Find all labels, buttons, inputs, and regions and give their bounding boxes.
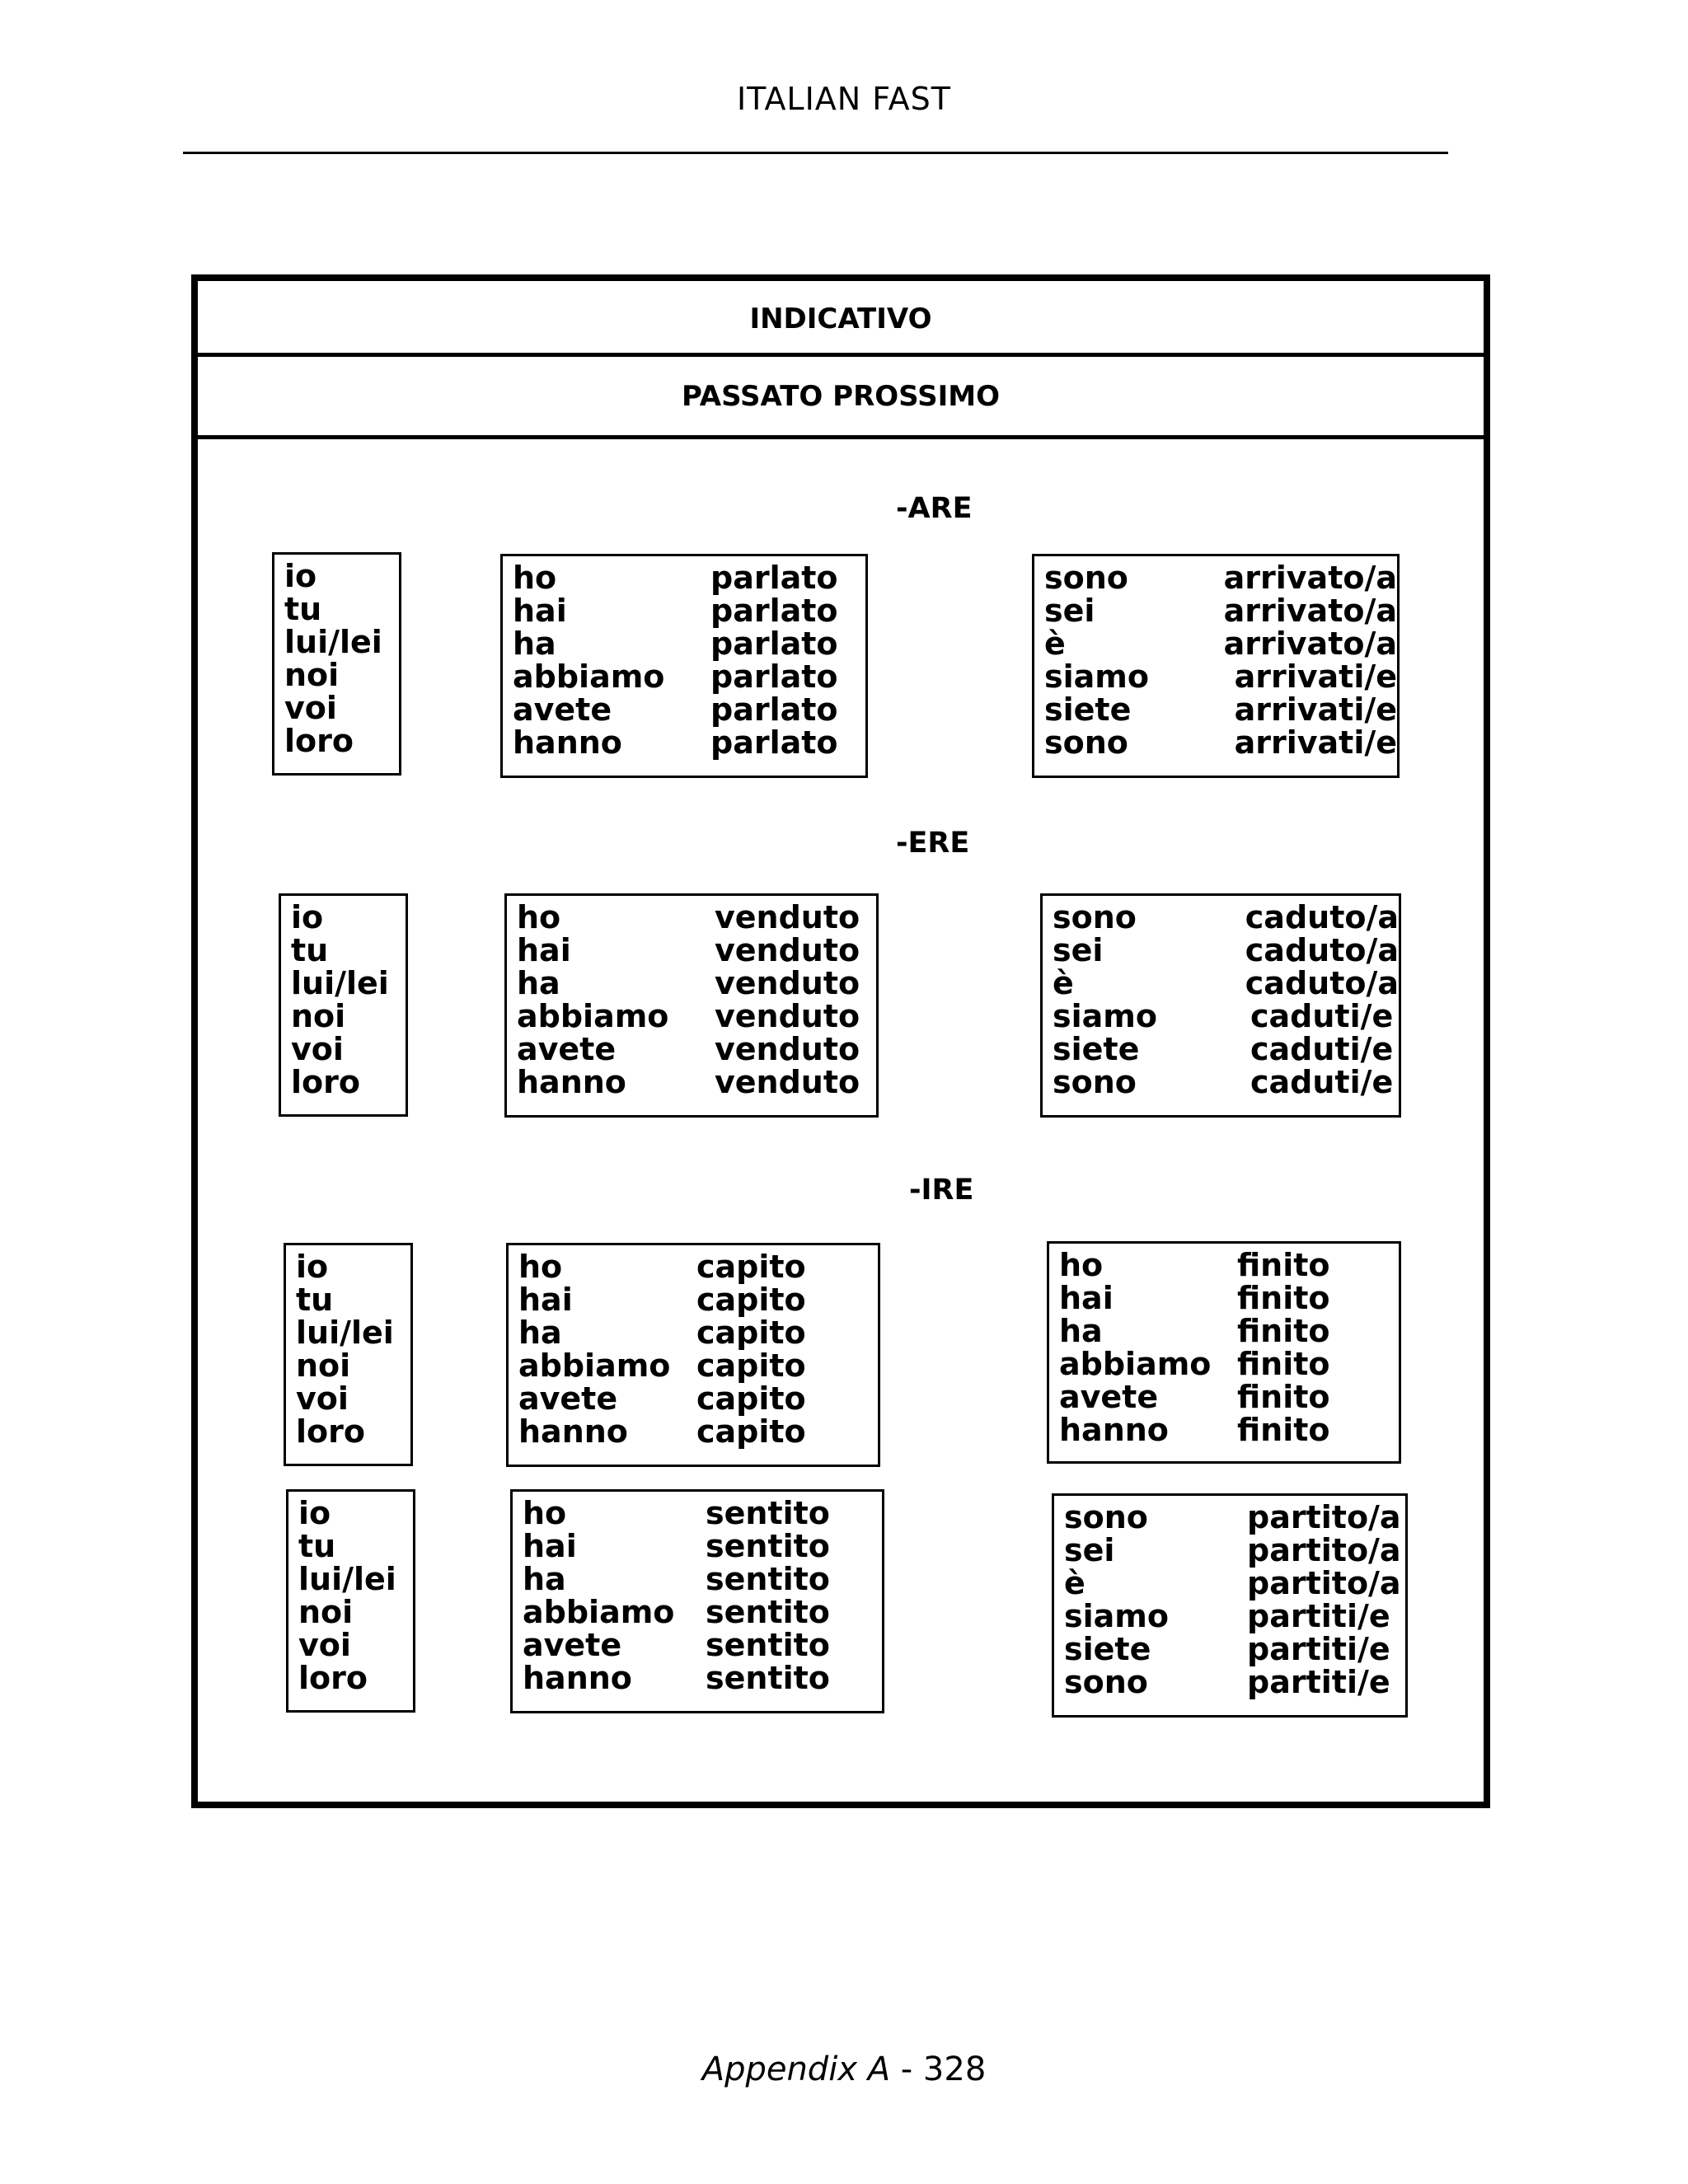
past-participle: sentito bbox=[706, 1561, 830, 1597]
pronoun: lui/lei bbox=[298, 1561, 396, 1597]
auxiliary-verb: ho bbox=[513, 560, 557, 596]
pronoun: lui/lei bbox=[284, 624, 382, 660]
auxiliary-verb: ha bbox=[1059, 1313, 1103, 1349]
conjugation-row bbox=[1053, 1000, 1399, 1033]
auxiliary-verb: abbiamo bbox=[1059, 1346, 1212, 1382]
avere-conjugation-box bbox=[510, 1489, 884, 1713]
past-participle: caduti/e bbox=[1250, 1064, 1394, 1100]
past-participle: finito bbox=[1237, 1346, 1330, 1382]
past-participle: arrivato/a bbox=[1223, 560, 1397, 596]
pronoun: tu bbox=[291, 932, 329, 968]
avere-conjugation-box bbox=[506, 1243, 880, 1467]
pronoun: io bbox=[298, 1495, 331, 1531]
past-participle: arrivato/a bbox=[1223, 593, 1397, 629]
auxiliary-verb: è bbox=[1044, 626, 1066, 662]
past-participle: venduto bbox=[715, 899, 860, 935]
table-subheading: PASSATO PROSSIMO bbox=[198, 357, 1484, 439]
pronoun: voi bbox=[296, 1380, 349, 1417]
conjugation-row bbox=[513, 594, 865, 627]
past-participle: sentito bbox=[706, 1495, 830, 1531]
conjugation-row bbox=[517, 967, 876, 1000]
conjugation-row bbox=[523, 1563, 882, 1596]
conjugation-row bbox=[1064, 1567, 1405, 1600]
header-rule bbox=[183, 152, 1448, 154]
auxiliary-verb: ho bbox=[1059, 1247, 1104, 1283]
auxiliary-verb: hanno bbox=[523, 1660, 632, 1696]
auxiliary-verb: hai bbox=[518, 1282, 573, 1318]
auxiliary-verb: abbiamo bbox=[513, 658, 665, 695]
auxiliary-conjugation-box bbox=[1047, 1241, 1401, 1464]
conjugation-row bbox=[1059, 1347, 1399, 1380]
conjugation-row bbox=[1059, 1413, 1399, 1446]
auxiliary-verb: hai bbox=[513, 593, 567, 629]
auxiliary-verb: sono bbox=[1044, 560, 1128, 596]
conjugation-row bbox=[523, 1596, 882, 1629]
conjugation-row bbox=[518, 1283, 878, 1316]
conjugation-row bbox=[523, 1497, 882, 1530]
auxiliary-verb: sei bbox=[1064, 1532, 1115, 1568]
conjugation-row bbox=[1053, 934, 1399, 967]
conjugation-row bbox=[1044, 726, 1397, 759]
auxiliary-verb: ho bbox=[523, 1495, 567, 1531]
pronoun: loro bbox=[296, 1413, 365, 1450]
footer-section: Appendix A bbox=[701, 2050, 891, 2088]
conjugation-row bbox=[518, 1349, 878, 1382]
pronoun-box bbox=[286, 1489, 415, 1713]
pronoun: voi bbox=[298, 1627, 351, 1663]
past-participle: parlato bbox=[710, 691, 838, 728]
past-participle: arrivati/e bbox=[1234, 691, 1397, 728]
auxiliary-verb: ha bbox=[523, 1561, 566, 1597]
auxiliary-verb: avete bbox=[513, 691, 612, 728]
past-participle: arrivato/a bbox=[1223, 626, 1397, 662]
avere-conjugation-box bbox=[504, 893, 879, 1118]
past-participle: arrivati/e bbox=[1234, 724, 1397, 761]
pronoun: loro bbox=[291, 1064, 360, 1100]
past-participle: capito bbox=[696, 1347, 806, 1384]
past-participle: caduto/a bbox=[1245, 965, 1399, 1001]
past-participle: caduto/a bbox=[1245, 899, 1399, 935]
past-participle: venduto bbox=[715, 1031, 860, 1067]
auxiliary-verb: hanno bbox=[518, 1413, 628, 1450]
auxiliary-verb: sei bbox=[1044, 593, 1095, 629]
auxiliary-verb: è bbox=[1064, 1565, 1085, 1601]
auxiliary-verb: siamo bbox=[1044, 658, 1149, 695]
pronoun: io bbox=[284, 558, 317, 594]
auxiliary-conjugation-box bbox=[1040, 893, 1401, 1118]
auxiliary-conjugation-box bbox=[1032, 554, 1400, 778]
conjugation-row bbox=[1053, 1033, 1399, 1066]
conjugation-row bbox=[523, 1661, 882, 1694]
past-participle: parlato bbox=[710, 626, 838, 662]
past-participle: finito bbox=[1237, 1412, 1330, 1448]
conjugation-row bbox=[513, 561, 865, 594]
past-participle: venduto bbox=[715, 932, 860, 968]
auxiliary-verb: abbiamo bbox=[517, 998, 669, 1034]
auxiliary-verb: avete bbox=[1059, 1379, 1159, 1415]
pronoun: loro bbox=[284, 723, 354, 759]
conjugation-row bbox=[1059, 1380, 1399, 1413]
past-participle: capito bbox=[696, 1380, 806, 1417]
pronoun: io bbox=[296, 1249, 329, 1285]
past-participle: capito bbox=[696, 1282, 806, 1318]
pronoun-box bbox=[284, 1243, 413, 1466]
auxiliary-verb: hai bbox=[523, 1528, 577, 1564]
conjugation-row bbox=[1064, 1501, 1405, 1534]
past-participle: venduto bbox=[715, 965, 860, 1001]
conjugation-row bbox=[1064, 1600, 1405, 1633]
past-participle: partiti/e bbox=[1247, 1598, 1390, 1634]
conjugation-row bbox=[523, 1629, 882, 1661]
past-participle: finito bbox=[1237, 1313, 1330, 1349]
conjugation-row bbox=[517, 901, 876, 934]
pronoun: tu bbox=[296, 1282, 334, 1318]
group-label: -ARE bbox=[896, 492, 973, 525]
auxiliary-verb: sono bbox=[1053, 899, 1137, 935]
pronoun: noi bbox=[291, 998, 346, 1034]
pronoun: loro bbox=[298, 1660, 368, 1696]
conjugation-row bbox=[1059, 1282, 1399, 1315]
auxiliary-verb: sono bbox=[1064, 1664, 1148, 1700]
conjugation-row bbox=[1044, 693, 1397, 726]
page-footer bbox=[0, 2050, 1688, 2088]
conjugation-row bbox=[513, 693, 865, 726]
past-participle: finito bbox=[1237, 1379, 1330, 1415]
pronoun-box bbox=[279, 893, 408, 1117]
past-participle: sentito bbox=[706, 1528, 830, 1564]
past-participle: capito bbox=[696, 1315, 806, 1351]
pronoun: lui/lei bbox=[291, 965, 389, 1001]
pronoun: voi bbox=[291, 1031, 344, 1067]
pronoun: tu bbox=[298, 1528, 336, 1564]
conjugation-row bbox=[1044, 561, 1397, 594]
auxiliary-verb: abbiamo bbox=[518, 1347, 671, 1384]
group-label: -IRE bbox=[909, 1174, 974, 1207]
auxiliary-verb: è bbox=[1053, 965, 1074, 1001]
conjugation-row bbox=[517, 934, 876, 967]
conjugation-row bbox=[518, 1316, 878, 1349]
past-participle: venduto bbox=[715, 1064, 860, 1100]
past-participle: sentito bbox=[706, 1627, 830, 1663]
conjugation-row bbox=[1053, 901, 1399, 934]
past-participle: venduto bbox=[715, 998, 860, 1034]
auxiliary-verb: hai bbox=[517, 932, 571, 968]
conjugation-row bbox=[523, 1530, 882, 1563]
past-participle: parlato bbox=[710, 560, 838, 596]
auxiliary-verb: ha bbox=[517, 965, 560, 1001]
avere-conjugation-box bbox=[500, 554, 868, 778]
auxiliary-verb: ho bbox=[518, 1249, 563, 1285]
past-participle: partiti/e bbox=[1247, 1631, 1390, 1667]
auxiliary-verb: ho bbox=[517, 899, 561, 935]
pronoun: io bbox=[291, 899, 324, 935]
auxiliary-verb: siete bbox=[1053, 1031, 1140, 1067]
past-participle: partito/a bbox=[1247, 1565, 1401, 1601]
auxiliary-verb: siamo bbox=[1064, 1598, 1169, 1634]
pronoun: tu bbox=[284, 591, 322, 627]
pronoun: noi bbox=[298, 1594, 354, 1630]
conjugation-row bbox=[517, 1033, 876, 1066]
conjugation-row bbox=[1059, 1315, 1399, 1347]
auxiliary-verb: hanno bbox=[513, 724, 622, 761]
past-participle: finito bbox=[1237, 1280, 1330, 1316]
past-participle: sentito bbox=[706, 1594, 830, 1630]
conjugation-row bbox=[1053, 967, 1399, 1000]
auxiliary-verb: siete bbox=[1064, 1631, 1151, 1667]
table-heading: INDICATIVO bbox=[198, 281, 1484, 357]
pronoun: noi bbox=[284, 657, 340, 693]
footer-page-number: - 328 bbox=[900, 2050, 987, 2088]
auxiliary-verb: ha bbox=[518, 1315, 562, 1351]
auxiliary-verb: avete bbox=[517, 1031, 617, 1067]
past-participle: partito/a bbox=[1247, 1499, 1401, 1535]
past-participle: partito/a bbox=[1247, 1532, 1401, 1568]
conjugation-row bbox=[518, 1382, 878, 1415]
past-participle: parlato bbox=[710, 593, 838, 629]
past-participle: parlato bbox=[710, 724, 838, 761]
conjugation-row bbox=[517, 1000, 876, 1033]
past-participle: parlato bbox=[710, 658, 838, 695]
auxiliary-conjugation-box bbox=[1052, 1493, 1408, 1718]
conjugation-row bbox=[1044, 660, 1397, 693]
pronoun: voi bbox=[284, 690, 337, 726]
conjugation-row bbox=[513, 627, 865, 660]
conjugation-row bbox=[518, 1415, 878, 1448]
auxiliary-verb: hai bbox=[1059, 1280, 1114, 1316]
past-participle: caduti/e bbox=[1250, 1031, 1394, 1067]
auxiliary-verb: avete bbox=[523, 1627, 622, 1663]
conjugation-row bbox=[513, 660, 865, 693]
past-participle: finito bbox=[1237, 1247, 1330, 1283]
auxiliary-verb: siamo bbox=[1053, 998, 1157, 1034]
auxiliary-verb: hanno bbox=[1059, 1412, 1169, 1448]
past-participle: caduto/a bbox=[1245, 932, 1399, 968]
past-participle: sentito bbox=[706, 1660, 830, 1696]
pronoun-box bbox=[272, 552, 401, 776]
auxiliary-verb: hanno bbox=[517, 1064, 626, 1100]
past-participle: caduti/e bbox=[1250, 998, 1394, 1034]
auxiliary-verb: sono bbox=[1053, 1064, 1137, 1100]
auxiliary-verb: sono bbox=[1064, 1499, 1148, 1535]
past-participle: partiti/e bbox=[1247, 1664, 1390, 1700]
pronoun: lui/lei bbox=[296, 1315, 394, 1351]
conjugation-row bbox=[518, 1250, 878, 1283]
auxiliary-verb: avete bbox=[518, 1380, 618, 1417]
conjugation-row bbox=[1053, 1066, 1399, 1099]
past-participle: capito bbox=[696, 1249, 806, 1285]
conjugation-row bbox=[1044, 627, 1397, 660]
group-label: -ERE bbox=[896, 827, 970, 860]
auxiliary-verb: siete bbox=[1044, 691, 1132, 728]
past-participle: capito bbox=[696, 1413, 806, 1450]
running-head: ITALIAN FAST bbox=[736, 81, 952, 117]
conjugation-row bbox=[517, 1066, 876, 1099]
auxiliary-verb: abbiamo bbox=[523, 1594, 675, 1630]
conjugation-row bbox=[1044, 594, 1397, 627]
auxiliary-verb: ha bbox=[513, 626, 556, 662]
conjugation-row bbox=[1064, 1633, 1405, 1666]
conjugation-row bbox=[1064, 1666, 1405, 1699]
past-participle: arrivati/e bbox=[1234, 658, 1397, 695]
auxiliary-verb: sono bbox=[1044, 724, 1128, 761]
auxiliary-verb: sei bbox=[1053, 932, 1104, 968]
conjugation-row bbox=[1064, 1534, 1405, 1567]
conjugation-row bbox=[1059, 1249, 1399, 1282]
conjugation-row bbox=[513, 726, 865, 759]
pronoun: noi bbox=[296, 1347, 351, 1384]
